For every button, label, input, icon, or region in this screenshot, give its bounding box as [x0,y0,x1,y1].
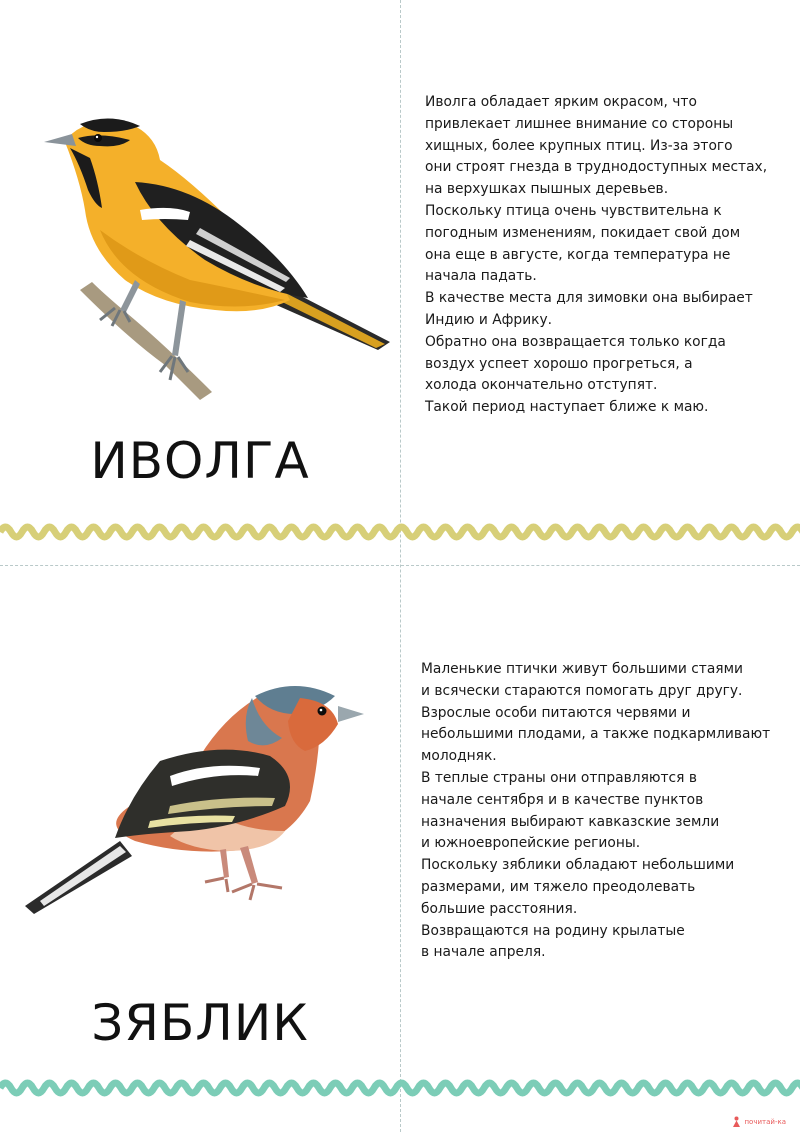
bird-title: ЗЯБЛИК [91,994,309,1052]
bird-description [421,659,796,964]
description-line: Иволга обладает ярким окрасом, что [425,94,697,110]
description-line: на верхушках пышных деревьев. [425,181,669,198]
description-line: Маленькие птички живут большими стаями [421,661,743,677]
description-line: В качестве места для зимовки она выбирает [425,290,753,307]
description-line: привлекает лишнее внимание со стороны [425,115,734,132]
description-line: Обратно она возвращается только когда [425,333,726,350]
description-line: размерами, им тяжело преодолевать [421,878,696,895]
girl-logo-icon [732,1116,741,1127]
description-line: холода окончательно отступят. [425,377,658,394]
description-line: и всячески стараются помогать друг другу. [421,682,743,699]
description-line: Поскольку птица очень чувствительна к [425,202,722,219]
description-line: небольшими плодами, а также подкармливают [421,726,771,743]
description-line: погодным изменениям, покидает свой дом [425,224,741,241]
card-chaffinch [0,566,800,1132]
chaffinch-bird-icon [20,656,380,936]
bird-title: ИВОЛГА [90,432,310,490]
description-line: начале сентября и в качестве пунктов [421,791,704,808]
description-line: и южноевропейские регионы. [421,835,641,852]
decorative-wave-border [0,1068,800,1108]
description-line: большие расстояния. [421,900,578,917]
decorative-wave-border [0,512,800,552]
description-line: Индию и Африку. [425,311,553,328]
description-line: молодняк. [421,748,497,765]
bird-description [425,92,795,419]
description-line: в начале апреля. [421,944,546,961]
description-line: они строят гнезда в труднодоступных местах, [425,159,768,176]
oriole-bird-icon [40,110,400,410]
description-line: она еще в августе, когда температура не [425,246,731,263]
description-line: Взрослые особи питаются червями и [421,704,691,721]
description-line: начала падать. [425,268,537,285]
publisher-logo [732,1116,786,1127]
description-line: воздух успеет хорошо прогреться, а [425,355,693,372]
logo-text: почитай-ка [744,1117,786,1126]
description-line: В теплые страны они отправляются в [421,769,697,786]
description-line: хищных, более крупных птиц. Из-за этого [425,137,733,154]
description-line: Такой период наступает ближе к маю. [425,399,709,416]
description-line: Возвращаются на родину крылатые [421,922,685,939]
description-line: назначения выбирают кавказские земли [421,813,720,830]
description-line: Поскольку зяблики обладают небольшими [421,857,735,874]
